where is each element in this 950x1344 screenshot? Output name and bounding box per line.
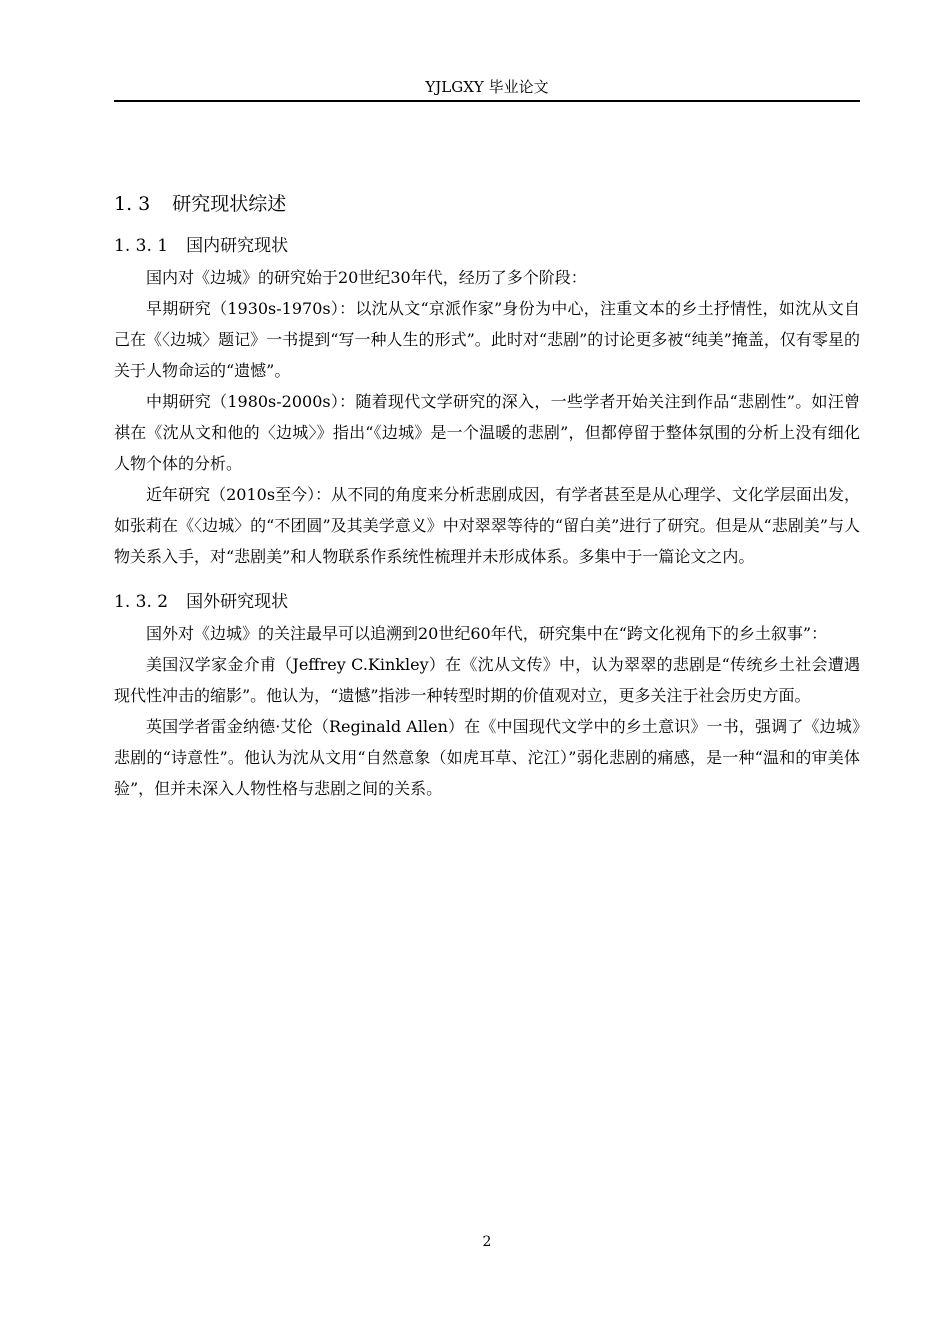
subsection-title: 国内研究现状 bbox=[186, 236, 289, 256]
subsection-number: 1. 3. 1 bbox=[114, 236, 169, 256]
spacer bbox=[114, 220, 860, 230]
section-heading bbox=[114, 188, 860, 220]
paragraph: 美国汉学家金介甫（Jeffrey C.Kinkley）在《沈从文传》中，认为翠翠的悲剧是“传统乡土社会遭遇现代性冲击的缩影”。他认为，“遗憾”指涉一种转型时期的价值观对立，更多关注于社会历史方面。 bbox=[114, 655, 860, 705]
subsection-heading-domestic bbox=[114, 230, 860, 262]
page-header bbox=[114, 76, 860, 98]
page-number bbox=[114, 1232, 860, 1252]
section-number: 1. 3 bbox=[114, 193, 151, 215]
spacer bbox=[114, 572, 860, 586]
paragraph: 国内对《边城》的研究始于20世纪30年代，经历了多个阶段： bbox=[146, 268, 587, 287]
section-title: 研究现状综述 bbox=[172, 193, 287, 215]
subsection-number: 1. 3. 2 bbox=[114, 592, 169, 612]
header-title: YJLGXY 毕业论文 bbox=[425, 78, 549, 96]
page-number-text: 2 bbox=[482, 1234, 492, 1250]
header-rule bbox=[114, 100, 860, 102]
subsection-title: 国外研究现状 bbox=[186, 592, 289, 612]
paragraph: 早期研究（1930s-1970s）：以沈从文“京派作家”身份为中心，注重文本的乡土抒情性，如沈从文自己在《〈边城〉题记》一书提到“写一种人生的形式”。此时对“悲剧”的讨论更多被“纯美”掩盖，仅有零星的关于人物命运的“遗憾”。 bbox=[114, 299, 860, 380]
paragraph: 英国学者雷金纳德·艾伦（Reginald Allen）在《中国现代文学中的乡土意识》一书，强调了《边城》悲剧的“诗意性”。他认为沈从文用“自然意象（如虎耳草、沱江）”弱化悲剧的痛感，是一种“温和的审美体验”，但并未深入人物性格与悲剧之间的关系。 bbox=[114, 717, 860, 798]
subsection-heading-foreign bbox=[114, 586, 860, 618]
paragraph: 国外对《边城》的关注最早可以追溯到20世纪60年代，研究集中在“跨文化视角下的乡土叙事”： bbox=[146, 624, 828, 643]
paragraph: 近年研究（2010s至今）：从不同的角度来分析悲剧成因，有学者甚至是从心理学、文化学层面出发，如张莉在《〈边城〉的“不团圆”及其美学意义》中对翠翠等待的“留白美”进行了研究。但是从“悲剧美”与人物关系入手，对“悲剧美”和人物联系作系统性梳理并未形成体系。多集中于一篇论文之内。 bbox=[114, 485, 860, 566]
document-body bbox=[114, 188, 860, 804]
paragraph: 中期研究（1980s-2000s）：随着现代文学研究的深入，一些学者开始关注到作品“悲剧性”。如汪曾祺在《沈从文和他的〈边城〉》指出“《边城》是一个温暖的悲剧”，但都停留于整体氛围的分析上没有细化人物个体的分析。 bbox=[114, 392, 860, 473]
